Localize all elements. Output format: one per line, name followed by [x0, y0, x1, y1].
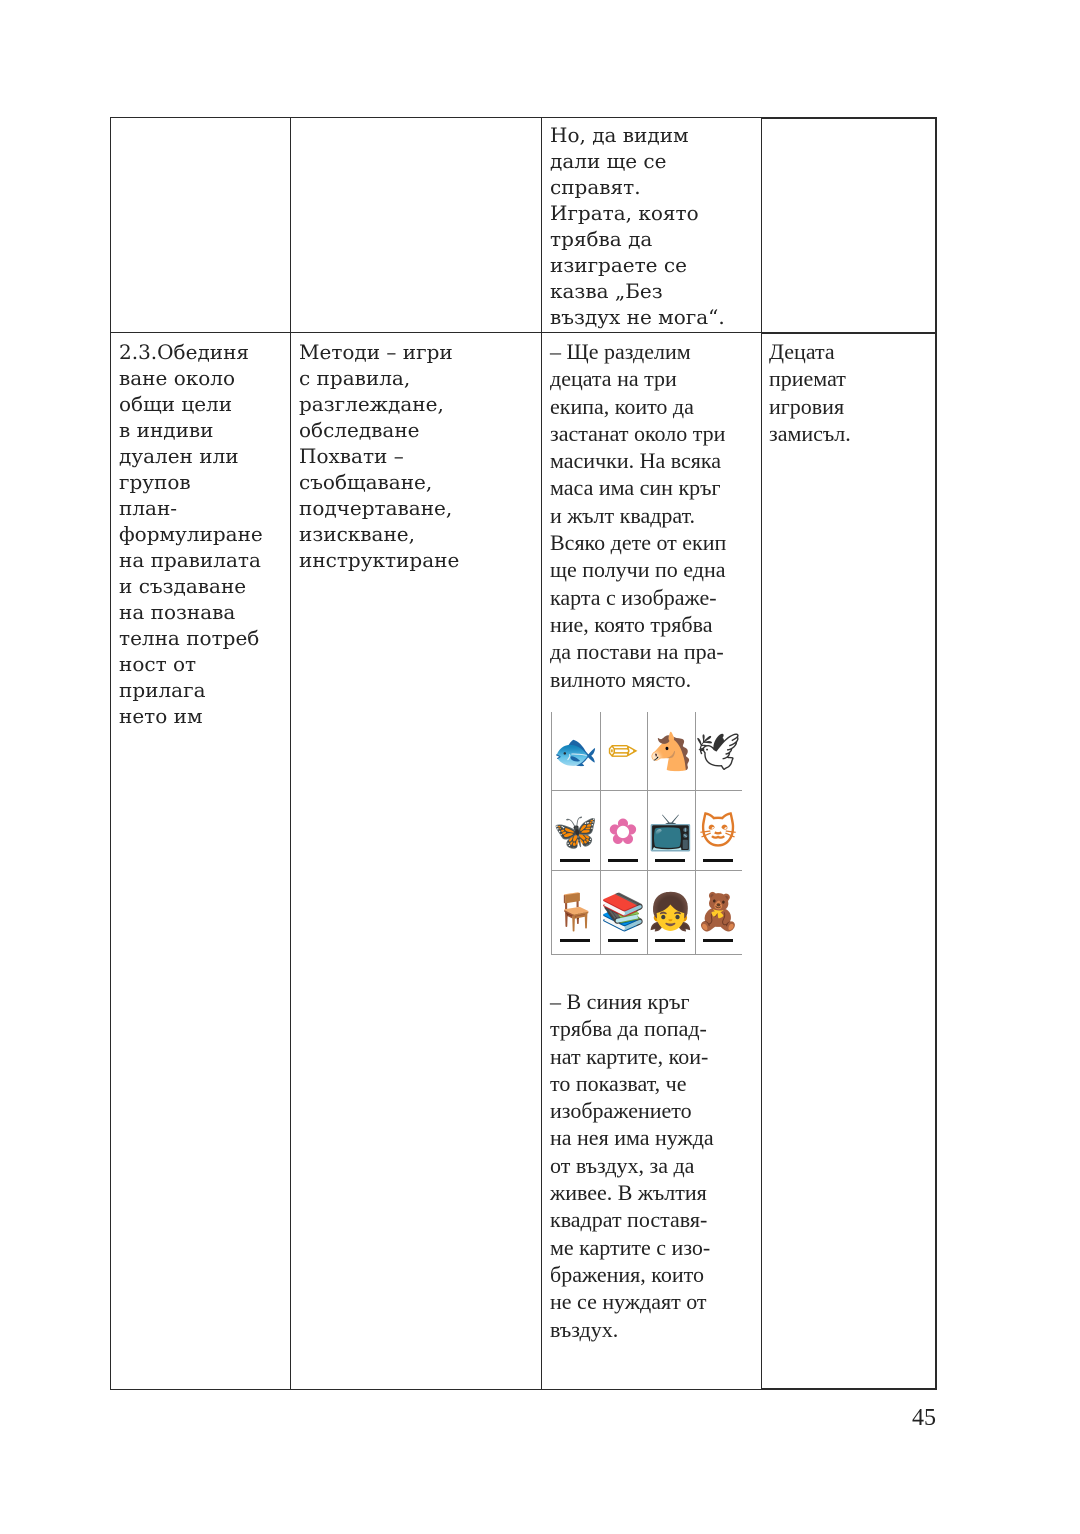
col-line-3 [541, 117, 542, 1390]
fish-icon: 🐟 [553, 732, 598, 773]
col-line-left [110, 117, 111, 1390]
row2-activity-text-2: – В синия кръг трябва да попад- нат картите, кои- то показват, че изображението на нея има нужда от въздух, за да живее. В жълтия квадрат поставя- ме картите с изо- бражения, които не се нуждаят от въздух. [550, 989, 714, 1342]
grid-divider [552, 870, 742, 871]
tv-icon: 📺 [647, 792, 694, 872]
chair-icon: 🪑 [552, 872, 599, 952]
rocking-horse-icon: 🐴 [648, 732, 693, 773]
pencil-icon: ✏ [607, 731, 639, 773]
grid-divider [695, 712, 696, 954]
col-line-right [935, 117, 937, 1390]
col-line-2 [290, 117, 291, 1390]
row2-methods-text: Методи – игри с правила, разглеждане, обследване Похвати – съобщаване, подчертаване, изискване, инструктиране [299, 340, 460, 572]
result-col-top [761, 117, 937, 119]
grid-divider [552, 790, 742, 791]
girl-icon: 👧 [647, 872, 694, 952]
doll-icon: 🧸 [695, 872, 742, 952]
row1-activity-text: Но, да видим дали ще се справят. Играта, която трябва да изиграете се казва „Без въздух не мога“. [550, 123, 725, 329]
books-icon: 📚 [600, 872, 647, 952]
butterfly-icon: 🦋 [552, 792, 599, 872]
grid-divider [600, 712, 601, 954]
grid-divider [647, 712, 648, 954]
col-line-4 [761, 117, 762, 1390]
flower-icon: ✿ [600, 792, 647, 872]
swallow-icon: 🕊 [695, 732, 741, 773]
page-number: 45 [912, 1405, 936, 1431]
result-col-bottom [761, 1388, 937, 1390]
picture-cards-grid [551, 712, 742, 955]
row2-result-text: Децата приемат игровия замисъл. [769, 339, 851, 446]
result-col-mid [761, 332, 937, 334]
cat-icon: 🐱 [695, 792, 742, 872]
row2-activity-text-1: – Ще разделим децата на три екипа, които да застанат около три масички. На всяка маса има син кръг и жълт квадрат. Всяко дете от екип ще получи по една карта с изображе- ние, която трябва да постави на пра- вилното място. [550, 339, 727, 692]
row2-stage-text: 2.3.Обединя ване около общи цели в индиви дуален или групов план- формулиране на правилата и създаване на познава телна потреб ност от прилага нето им [119, 340, 263, 728]
